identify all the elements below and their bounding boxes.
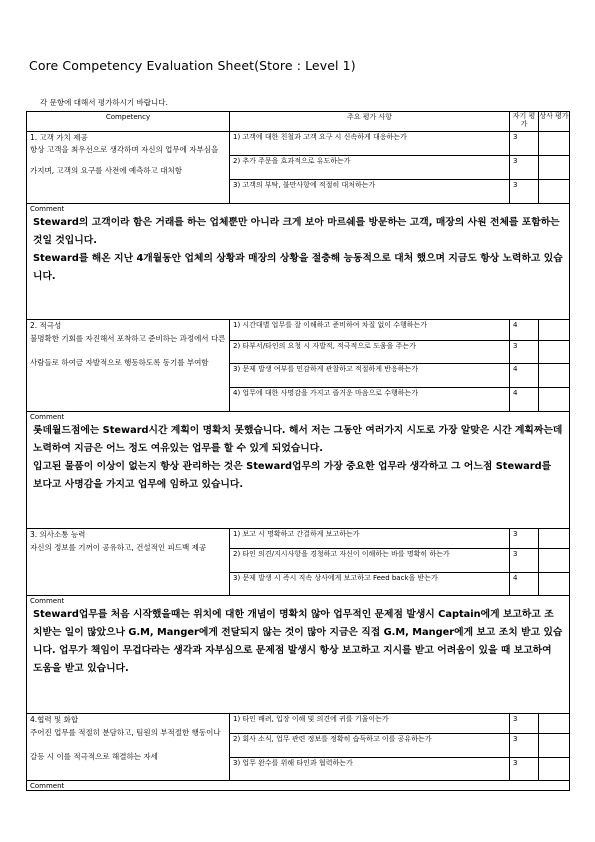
section-3-criterion-2: 2) 타인 의견/지시사항을 경청하고 자신이 이해하는 바를 명확히 하는가 xyxy=(230,549,510,573)
section-4-criterion-3: 3) 업무 완수를 위해 타인과 협력하는가 xyxy=(230,758,510,781)
section-1-row-1 xyxy=(27,132,570,156)
section-3-boss-3[interactable] xyxy=(539,573,570,596)
section-3-criterion-1: 1) 보고 시 명확하고 간결하게 보고하는가 xyxy=(230,529,510,549)
section-4-comment[interactable] xyxy=(27,781,570,791)
section-4-competency xyxy=(27,714,230,781)
section-4-boss-2[interactable] xyxy=(539,734,570,758)
section-4-comment-row xyxy=(27,781,570,791)
section-2-criterion-2: 2) 타부서/타인의 요청 시 자발적, 적극적으로 도움을 주는가 xyxy=(230,341,510,364)
section-3-self-2[interactable]: 3 xyxy=(510,549,539,573)
section-3-row-1 xyxy=(27,529,570,549)
section-3-comment-text: Steward업무를 처음 시작했을때는 위치에 대한 개념이 명확치 않아 업무적인 문제점 발생시 Captain에게 보고하고 조치받는 일이 많았으나 G.M, Manger에게 전달되지 않는 것이 많아 지금은 직접 G.M, Manger에게 보고 조치 받고 있습니다. 업무가 책임이 무겁다라는 생각과 자부심으로 문제점 발생시 항상 보고하고 지시를 받고 어려움이 있을 때 보고하여 도움을 받고 있습니다. xyxy=(33,609,563,675)
section-2-self-4[interactable]: 4 xyxy=(510,388,539,412)
section-2-self-1[interactable]: 4 xyxy=(510,320,539,341)
document-title: Core Competency Evaluation Sheet(Store : Level 1) xyxy=(29,58,356,73)
header-criteria: 주요 평가 사항 xyxy=(230,112,510,132)
header-row xyxy=(27,112,570,132)
evaluation-table xyxy=(26,111,570,791)
section-2-criterion-3: 3) 문제 발생 여부를 민감하게 관찰하고 적절하게 반응하는가 xyxy=(230,364,510,388)
section-1-criterion-3: 3) 고객의 부탁, 불만사항에 적절히 대처하는가 xyxy=(230,180,510,204)
section-2-description: 불명확한 기회를 자진해서 포착하고 준비하는 과정에서 다른 사람들로 하여금 자발적으로 행동하도록 동기를 부여함 xyxy=(30,333,226,367)
section-4-criterion-1: 1) 타인 배려, 입장 이해 및 의견에 귀를 기울이는가 xyxy=(230,714,510,734)
section-1-comment-label: Comment xyxy=(30,205,65,213)
section-1-criterion-1: 1) 고객에 대한 친철과 고객 요구 시 신속하게 대응하는가 xyxy=(230,132,510,156)
section-2-comment[interactable] xyxy=(27,412,570,529)
section-2-comment-text: 롯데월드점에는 Steward시간 계획이 명확치 못했습니다. 해서 저는 그동안 여러가지 시도로 가장 알맞은 시간 계획짜는데 노력하여 지금은 어느 정도 여유있는 업무를 할 수 있게 되었습니다. 입고된 물품이 이상이 없는지 항상 관리하는 것은 Steward업무의 가장 중요한 업무라 생각하고 그 어느점 Steward를 보다고 사명감을 가지고 업무에 임하고 있습니다. xyxy=(33,425,563,491)
section-2-self-3[interactable]: 4 xyxy=(510,364,539,388)
section-1-criterion-2: 2) 추가 주문을 효과적으로 유도하는가 xyxy=(230,156,510,180)
section-3-boss-1[interactable] xyxy=(539,529,570,549)
section-2-comment-label: Comment xyxy=(30,413,65,421)
section-4-title: 4.협력 및 화합 xyxy=(30,715,79,724)
header-boss: 상사 평가 xyxy=(539,112,570,132)
section-2-boss-1[interactable] xyxy=(539,320,570,341)
section-1-comment[interactable] xyxy=(27,204,570,320)
section-3-competency xyxy=(27,529,230,596)
section-4-boss-1[interactable] xyxy=(539,714,570,734)
section-2-boss-3[interactable] xyxy=(539,364,570,388)
section-2-competency xyxy=(27,320,230,412)
section-2-comment-row xyxy=(27,412,570,529)
section-3-title: 3. 의사소통 능력 xyxy=(30,530,86,539)
section-4-self-2[interactable]: 3 xyxy=(510,734,539,758)
section-4-boss-3[interactable] xyxy=(539,758,570,781)
header-self: 자기 평가 xyxy=(510,112,539,132)
section-4-self-3[interactable]: 3 xyxy=(510,758,539,781)
section-1-boss-1[interactable] xyxy=(539,132,570,156)
section-2-criterion-1: 1) 시간대별 업무를 잘 이해하고 준비하여 차질 없이 수행하는가 xyxy=(230,320,510,341)
section-1-self-3[interactable]: 3 xyxy=(510,180,539,204)
section-2-boss-2[interactable] xyxy=(539,341,570,364)
section-1-comment-row xyxy=(27,204,570,320)
section-2-row-1 xyxy=(27,320,570,341)
section-3-boss-2[interactable] xyxy=(539,549,570,573)
section-4-row-1 xyxy=(27,714,570,734)
header-competency: Competency xyxy=(27,112,230,132)
section-2-title: 2. 적극성 xyxy=(30,321,62,330)
section-1-self-2[interactable]: 3 xyxy=(510,156,539,180)
section-3-self-3[interactable]: 4 xyxy=(510,573,539,596)
section-3-comment-label: Comment xyxy=(30,597,65,605)
section-3-self-1[interactable]: 3 xyxy=(510,529,539,549)
section-3-criterion-3: 3) 문제 발생 시 즉시 직속 상사에게 보고하고 Feed back을 받는가 xyxy=(230,573,510,596)
section-1-comment-text: Steward의 고객이라 함은 거래를 하는 업체뿐만 아니라 크게 보아 마르쉐를 방문하는 고객, 매장의 사원 전체를 포함하는 것일 것입니다. Steward를 해온 지난 4개월동안 업체의 상황과 매장의 상황을 절충해 능동적으로 대처 했으며 지금도 항상 노력하고 있습니다. xyxy=(33,217,563,283)
section-4-description: 주어진 업무를 적절히 분담하고, 팀원의 부적절한 행동이나 갈등 시 이를 적극적으로 해결하는 자세 xyxy=(30,727,221,761)
section-3-comment[interactable] xyxy=(27,596,570,714)
section-1-competency xyxy=(27,132,230,204)
section-1-self-1[interactable]: 3 xyxy=(510,132,539,156)
section-1-title: 1. 고객 가치 제공 xyxy=(30,133,88,142)
section-1-description: 항상 고객을 최우선으로 생각하며 자신의 업무에 자부심을 가지며, 고객의 요구를 사전에 예측하고 대처함 xyxy=(30,144,219,175)
section-4-comment-label: Comment xyxy=(30,782,65,790)
section-3-description: 자신의 정보를 기꺼이 공유하고, 건설적인 피드백 제공 xyxy=(30,542,207,552)
section-4-self-1[interactable]: 3 xyxy=(510,714,539,734)
section-2-boss-4[interactable] xyxy=(539,388,570,412)
section-2-self-2[interactable]: 3 xyxy=(510,341,539,364)
instruction-text: 각 문항에 대해서 평가하시기 바랍니다. xyxy=(40,98,168,107)
section-2-criterion-4: 4) 업무에 대한 사명감을 가지고 즐거운 마음으로 수행하는가 xyxy=(230,388,510,412)
section-1-boss-2[interactable] xyxy=(539,156,570,180)
section-4-criterion-2: 2) 회사 소식, 업무 관련 정보를 정확히 습득하고 이를 공유하는가 xyxy=(230,734,510,758)
section-1-boss-3[interactable] xyxy=(539,180,570,204)
section-3-comment-row xyxy=(27,596,570,714)
